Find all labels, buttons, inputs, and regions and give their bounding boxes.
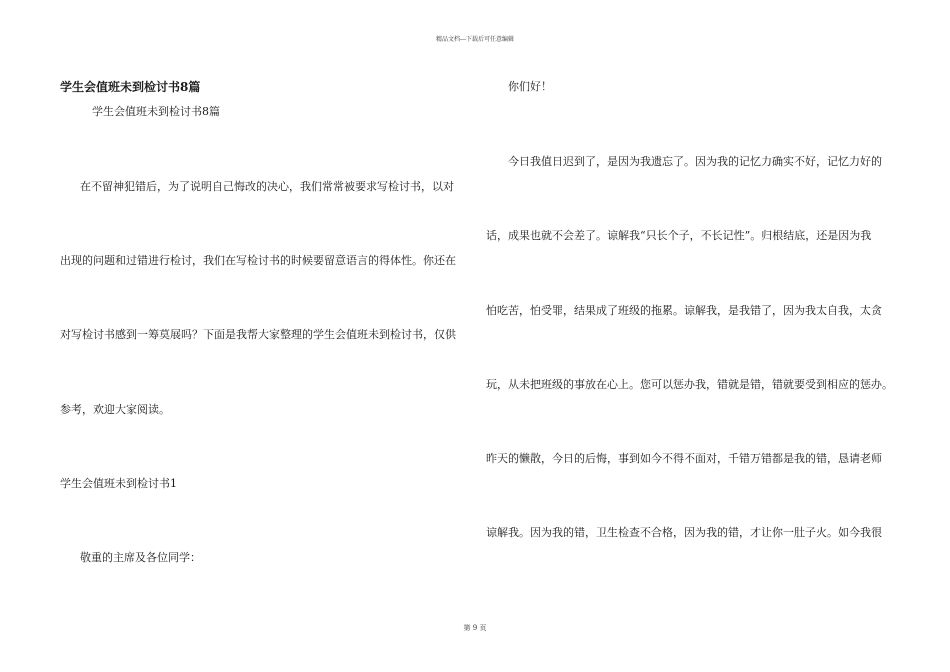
page-number: 第 9 页 (463, 624, 487, 632)
intro-line-3: 对写检讨书感到一筹莫展吗？下面是我帮大家整理的学生会值班未到检讨书，仅供 (60, 328, 456, 341)
body-line-4: 玩，从未把班级的事放在心上。您可以惩办我，错就是错，错就要受到相应的惩办。 (486, 378, 893, 391)
intro-line-2: 出现的问题和过错进行检讨，我们在写检讨书的时候要留意语言的得体性。你还在 (60, 254, 456, 267)
body-line-6: 谅解我。因为我的错，卫生检查不合格，因为我的错，才让你一肚子火。如今我很 (486, 526, 882, 539)
intro-line-4: 参考，欢迎大家阅读。 (60, 403, 170, 416)
document-subtitle: 学生会值班未到检讨书8篇 (92, 105, 220, 118)
body-line-1: 今日我值日迟到了，是因为我遗忘了。因为我的记忆力确实不好，记忆力好的 (508, 155, 882, 168)
document-title: 学生会值班未到检讨书8篇 (60, 80, 201, 94)
intro-line-1: 在不留神犯错后，为了说明自己悔改的决心，我们常常被要求写检讨书，以对 (80, 180, 454, 193)
body-line-5: 昨天的懒散，今日的后悔，事到如今不得不面对，千错万错都是我的错，恳请老师 (486, 452, 882, 465)
section-heading: 学生会值班未到检讨书1 (60, 477, 177, 490)
salutation: 你们好！ (508, 80, 552, 93)
body-line-3: 怕吃苦，怕受罪，结果成了班级的拖累。谅解我，是我错了，因为我太自我，太贪 (486, 304, 882, 317)
greeting: 敬重的主席及各位同学： (80, 551, 201, 564)
body-line-2: 话，成果也就不会差了。谅解我“只长个子，不长记性”。归根结底，还是因为我 (486, 229, 872, 242)
page-header: 精品文档---下载后可任意编辑 (435, 36, 515, 43)
